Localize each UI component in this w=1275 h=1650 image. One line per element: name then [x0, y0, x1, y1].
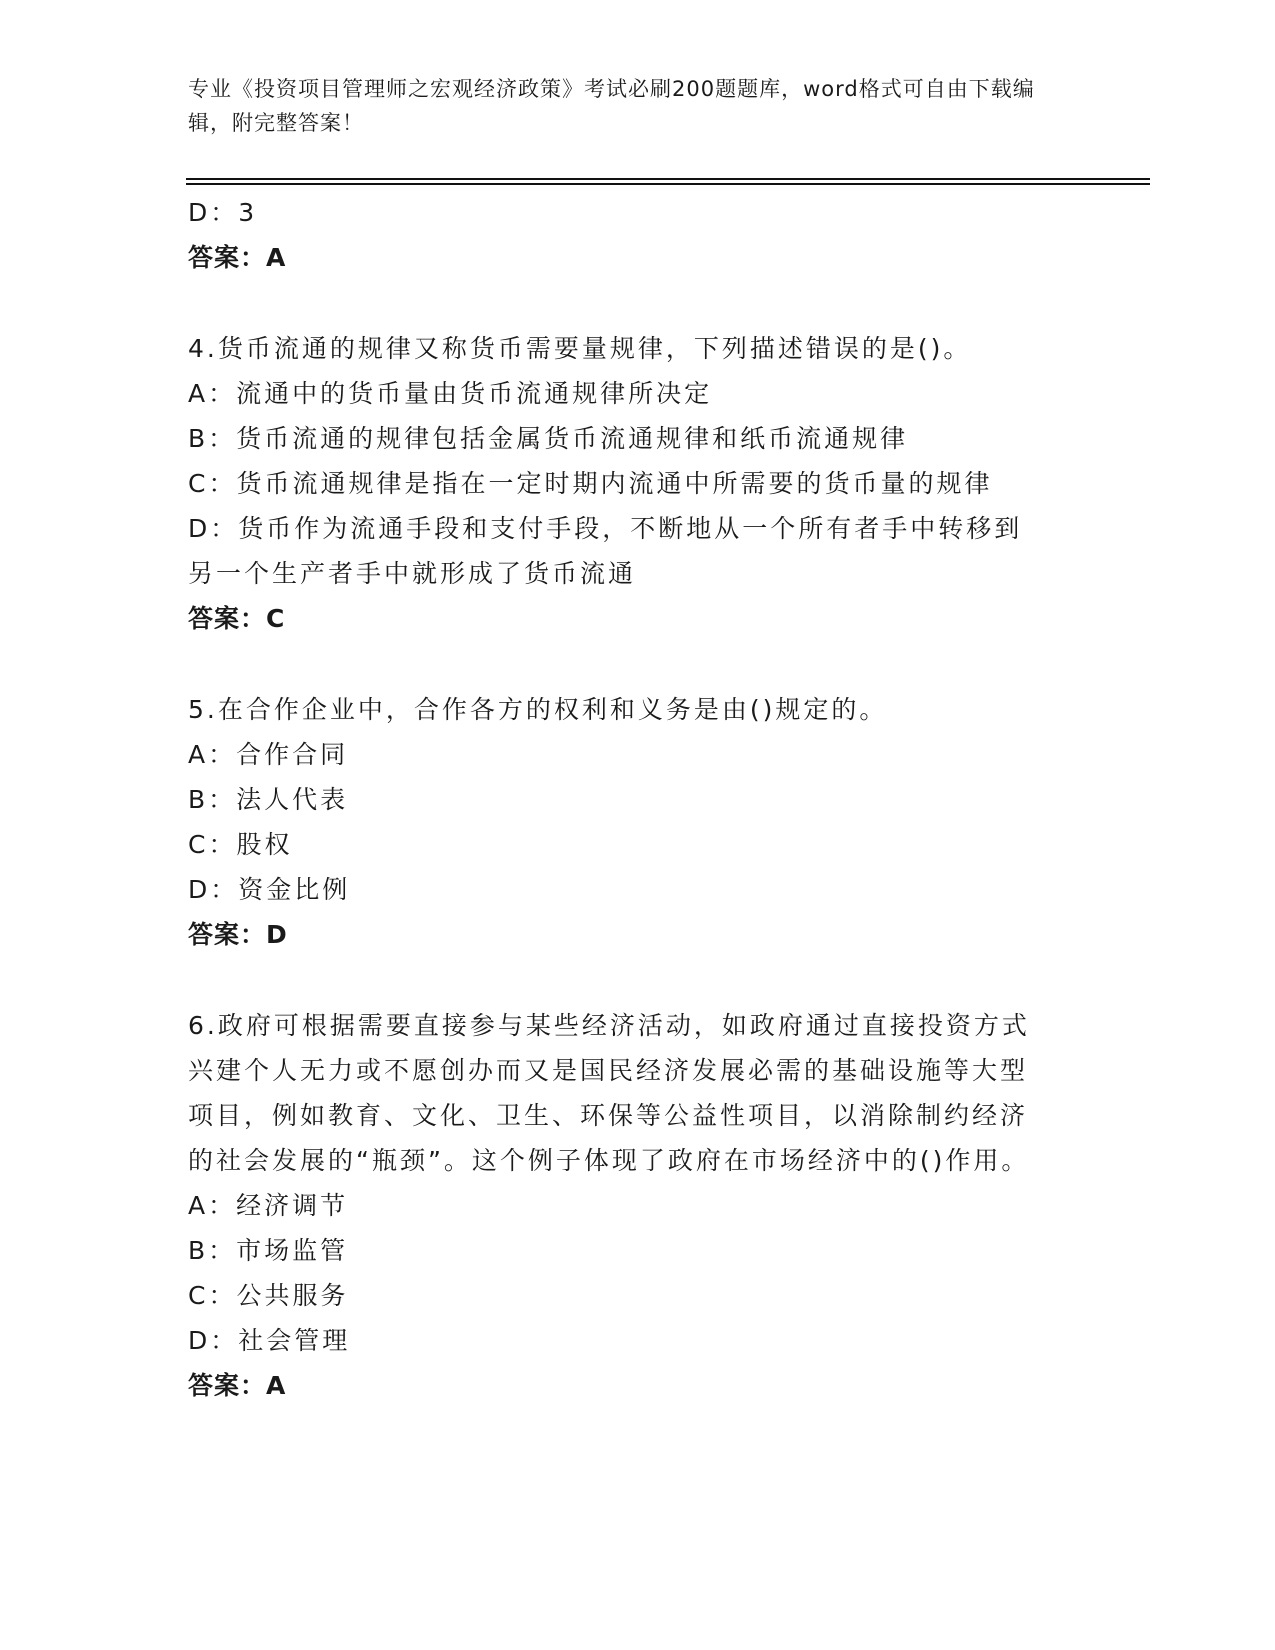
answer: 答案：D [188, 920, 288, 949]
question-stem: 5.在合作企业中，合作各方的权利和义务是由()规定的。 [188, 695, 888, 724]
option-b: B：市场监管 [188, 1236, 349, 1265]
option-d: D：社会管理 [188, 1326, 351, 1355]
option-d: D：资金比例 [188, 875, 351, 904]
answer: 答案：A [188, 1371, 287, 1400]
spacer [188, 957, 1078, 1003]
question-block [188, 687, 1078, 957]
spacer [188, 280, 1078, 326]
header-rule-top [186, 178, 1150, 180]
prev-option-d: D：3 [188, 198, 258, 227]
question-block [188, 1003, 1078, 1408]
question-stem: 4.货币流通的规律又称货币需要量规律，下列描述错误的是()。 [188, 334, 972, 363]
answer: 答案：C [188, 604, 286, 633]
option-a: A：合作合同 [188, 740, 349, 769]
question-block [188, 326, 1078, 641]
header-rule-bottom [186, 183, 1150, 185]
option-c: C：股权 [188, 830, 293, 859]
option-d: D：货币作为流通手段和支付手段，不断地从一个所有者手中转移到另一个生产者手中就形成了货币流通 [188, 514, 1023, 588]
option-a: A：流通中的货币量由货币流通规律所决定 [188, 379, 713, 408]
page-header: 专业《投资项目管理师之宏观经济政策》考试必刷200题题库，word格式可自由下载编辑，附完整答案！ [188, 77, 1035, 135]
option-b: B：货币流通的规律包括金属货币流通规律和纸币流通规律 [188, 424, 909, 453]
option-b: B：法人代表 [188, 785, 349, 814]
option-a: A：经济调节 [188, 1191, 349, 1220]
option-c: C：货币流通规律是指在一定时期内流通中所需要的货币量的规律 [188, 469, 993, 498]
spacer [188, 641, 1078, 687]
question-stem: 6.政府可根据需要直接参与某些经济活动，如政府通过直接投资方式兴建个人无力或不愿创办而又是国民经济发展必需的基础设施等大型项目，例如教育、文化、卫生、环保等公益性项目，以消除制约经济的社会发展的“瓶颈”。这个例子体现了政府在市场经济中的()作用。 [188, 1011, 1030, 1175]
question-content [188, 190, 1078, 1408]
option-c: C：公共服务 [188, 1281, 349, 1310]
prev-answer: 答案：A [188, 243, 287, 272]
